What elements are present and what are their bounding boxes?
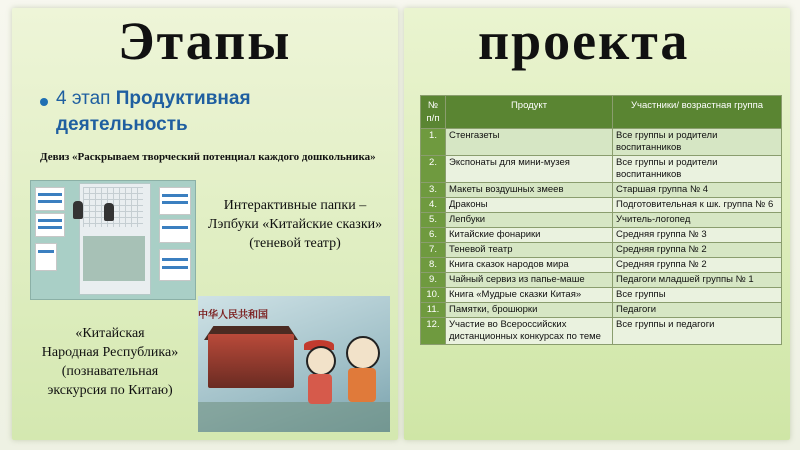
row-participants: Все группы и педагоги: [613, 318, 782, 345]
row-participants: Все группы: [613, 288, 782, 303]
lapbook-card: [159, 187, 191, 215]
table-row: [421, 156, 782, 183]
header-product: Продукт: [446, 96, 613, 129]
caption-line: Народная Республика»: [41, 345, 179, 360]
title-word-stages: Этапы: [118, 11, 292, 71]
row-participants: Все группы и родители воспитанников: [613, 129, 782, 156]
china-photo-text: 中华人民共和国: [198, 310, 268, 321]
row-number: 12.: [421, 318, 446, 345]
row-product: Участие во Всероссийских дистанционных конкурсах по теме: [446, 318, 613, 345]
row-product: Китайские фонарики: [446, 228, 613, 243]
stage-prefix: 4 этап: [56, 88, 116, 109]
row-product: Макеты воздушных змеев: [446, 183, 613, 198]
table-row: [421, 273, 782, 288]
lapbook-photo: [30, 180, 196, 300]
row-product: Драконы: [446, 198, 613, 213]
row-number: 1.: [421, 129, 446, 156]
row-number: 3.: [421, 183, 446, 198]
table-row: [421, 303, 782, 318]
cartoon-girl-body: [348, 368, 376, 402]
table-header-row: [421, 96, 782, 129]
table-row: [421, 228, 782, 243]
photo-ground: [198, 402, 390, 432]
caption-line: экскурсия по Китаю): [47, 383, 173, 398]
china-photo: [198, 296, 390, 432]
caption-line: (теневой театр): [249, 236, 341, 251]
cartoon-boy-head: [306, 346, 336, 376]
stage-bold: Продуктивная: [115, 88, 251, 109]
row-number: 11.: [421, 303, 446, 318]
table-row: [421, 318, 782, 345]
row-participants: Учитель-логопед: [613, 213, 782, 228]
row-participants: Средняя группа № 2: [613, 258, 782, 273]
motto-text: Девиз «Раскрываем творческий потенциал каждого дошкольника»: [40, 151, 376, 163]
table-row: [421, 243, 782, 258]
lapbook-card: [159, 249, 191, 281]
lapbook-card: [35, 187, 65, 211]
header-participants: Участники/ возрастная группа: [613, 96, 782, 129]
row-product: Книга сказок народов мира: [446, 258, 613, 273]
row-participants: Педагоги младшей группы № 1: [613, 273, 782, 288]
row-number: 10.: [421, 288, 446, 303]
table-row: [421, 213, 782, 228]
row-number: 5.: [421, 213, 446, 228]
project-table: [420, 95, 782, 345]
table-row: [421, 288, 782, 303]
row-participants: Педагоги: [613, 303, 782, 318]
row-product: Экспонаты для мини-музея: [446, 156, 613, 183]
row-product: Книга «Мудрые сказки Китая»: [446, 288, 613, 303]
row-product: Стенгазеты: [446, 129, 613, 156]
table-row: [421, 183, 782, 198]
cartoon-girl-head: [346, 336, 380, 370]
caption-line: Интерактивные папки –: [223, 198, 367, 213]
row-number: 4.: [421, 198, 446, 213]
caption-line: Лэпбуки «Китайские сказки»: [207, 217, 383, 232]
bullet-dot-icon: [40, 98, 48, 106]
table-row: [421, 198, 782, 213]
row-number: 2.: [421, 156, 446, 183]
row-product: Теневой театр: [446, 243, 613, 258]
lapbook-card: [35, 243, 57, 271]
lapbook-caption: [200, 196, 390, 253]
row-number: 7.: [421, 243, 446, 258]
lapbook-pocket: [83, 236, 145, 281]
china-caption: [20, 324, 200, 400]
row-product: Чайный сервиз из папье-маше: [446, 273, 613, 288]
row-participants: Средняя группа № 3: [613, 228, 782, 243]
caption-line: (познавательная: [61, 364, 159, 379]
row-participants: Средняя группа № 2: [613, 243, 782, 258]
row-product: Памятки, брошюрки: [446, 303, 613, 318]
row-participants: Подготовительная к шк. группа № 6: [613, 198, 782, 213]
stage-heading: [56, 88, 251, 110]
temple-icon: [208, 334, 294, 388]
caption-line: «Китайская: [75, 326, 145, 341]
stage-heading-line2: деятельность: [56, 114, 188, 135]
row-number: 8.: [421, 258, 446, 273]
header-number: № п/п: [421, 96, 446, 129]
cartoon-boy-body: [308, 374, 332, 404]
lapbook-card: [159, 219, 191, 243]
shadow-figure-icon: [104, 203, 114, 221]
shadow-figure-icon: [73, 201, 83, 219]
title-word-project: проекта: [478, 11, 690, 71]
lapbook-card: [35, 213, 65, 237]
row-number: 9.: [421, 273, 446, 288]
table-row: [421, 258, 782, 273]
row-number: 6.: [421, 228, 446, 243]
table-row: [421, 129, 782, 156]
row-participants: Старшая группа № 4: [613, 183, 782, 198]
row-product: Лепбуки: [446, 213, 613, 228]
row-participants: Все группы и родители воспитанников: [613, 156, 782, 183]
